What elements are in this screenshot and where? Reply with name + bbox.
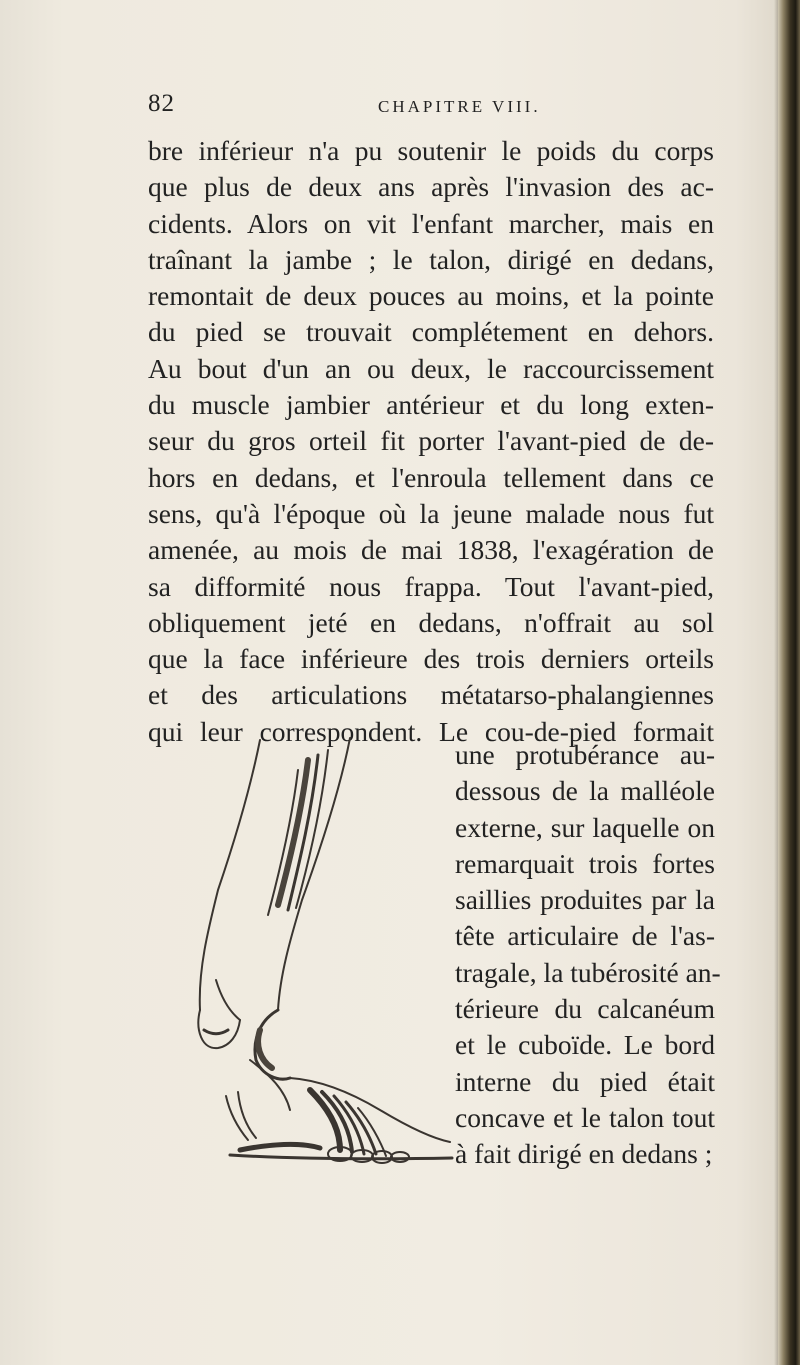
book-spine — [778, 0, 800, 1365]
text-line: tragale, la tubérosité an- — [455, 956, 721, 988]
text-line: tête articulaire de l'as- — [455, 920, 715, 952]
text-line: dessous de la malléole — [455, 775, 715, 807]
text-line: amenée, au mois de mai 1838, l'exagération de — [148, 534, 714, 566]
wrapped-text — [455, 737, 721, 1173]
text-line: à fait dirigé en dedans ; — [455, 1138, 713, 1170]
text-line: du pied se trouvait complétement en dehors. — [148, 316, 714, 348]
text-line: une protubérance au- — [455, 739, 715, 770]
text-line: obliquement jeté en dedans, n'offrait au sol — [148, 606, 714, 638]
page-header — [148, 90, 708, 124]
foot-deformity-engraving-icon — [190, 730, 460, 1170]
text-line: et le cuboïde. Le bord — [455, 1029, 715, 1061]
body-text — [148, 133, 714, 750]
text-line: saillies produites par la — [455, 884, 715, 916]
text-line: térieure du calcanéum — [455, 993, 715, 1025]
text-line: externe, sur laquelle on — [455, 811, 715, 843]
text-line: que la face inférieure des trois derniers orteils — [148, 643, 714, 675]
text-line: remarquait trois fortes — [455, 847, 715, 879]
text-line: bre inférieur n'a pu soutenir le poids du corps — [148, 135, 714, 166]
text-line: seur du gros orteil fit porter l'avant-pied de de- — [148, 425, 714, 457]
text-line: que plus de deux ans après l'invasion des ac- — [148, 171, 714, 203]
text-line: qui leur correspondent. Le cou-de-pied formait — [148, 715, 714, 747]
text-line: concave et le talon tout — [455, 1101, 715, 1133]
text-line: et des articulations métatarso-phalangiennes — [148, 679, 714, 711]
text-line: du muscle jambier antérieur et du long exten- — [148, 389, 714, 421]
text-line: sens, qu'à l'époque où la jeune malade nous fut — [148, 497, 714, 529]
text-line: remontait de deux pouces au moins, et la pointe — [148, 280, 714, 312]
text-line: sa difformité nous frappa. Tout l'avant-pied, — [148, 570, 714, 602]
text-line: Au bout d'un an ou deux, le raccourcissement — [148, 352, 714, 384]
text-line: interne du pied était — [455, 1065, 715, 1097]
page-number: 82 — [148, 90, 175, 117]
text-line: cidents. Alors on vit l'enfant marcher, mais en — [148, 207, 714, 239]
text-line: hors en dedans, et l'enroula tellement dans ce — [148, 461, 714, 493]
text-line: traînant la jambe ; le talon, dirigé en dedans, — [148, 243, 714, 275]
running-head: CHAPITRE VIII. — [378, 97, 541, 116]
